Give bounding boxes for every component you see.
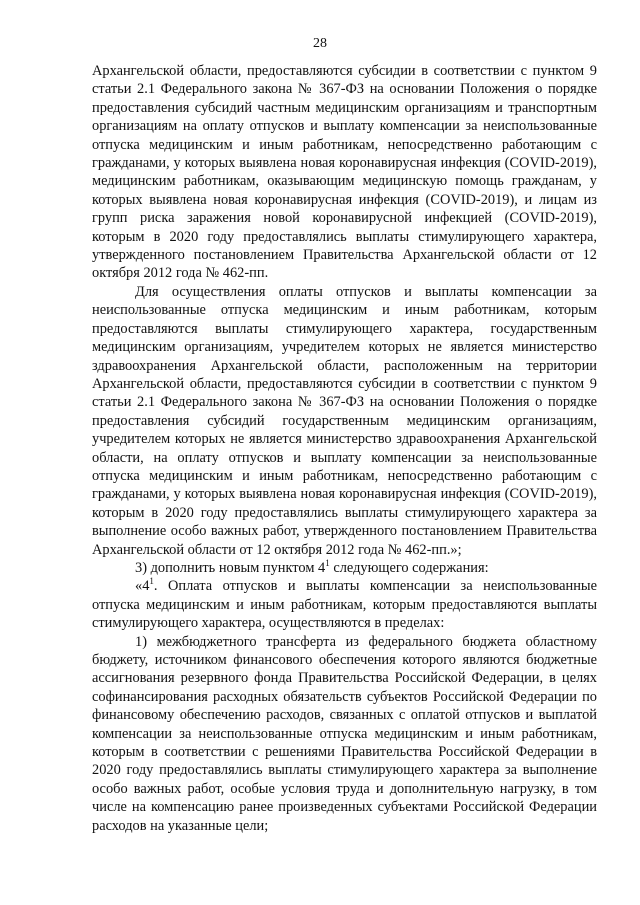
amendment-text-end: следующего содержания:	[329, 559, 489, 576]
point-text: . Оплата отпусков и выплаты компенсации за неиспользованные отпуска медицинским и иным работникам, которым предоставляются выплаты стимулирующего характера, осуществляются в пределах:	[92, 578, 597, 632]
point-number: «4	[135, 578, 150, 595]
paragraph-subpoint-1: 1) межбюджетного трансферта из федерального бюджета областному бюджету, источником финансового обеспечения которого являются бюджетные ассигнования резервного фонда Правительства Российской Федерации, в целях софинансирования расходных обязательств субъектов Российской Федерации по финансовому обеспечению расходов, связанных с оплатой отпусков и выплатой компенсации за неиспользованные отпуска медицинским и иным работникам, которым в соответствии с решениями Правительства Российской Федерации в 2020 году предоставлялись выплаты стимулирующего характера за выполнение особо важных работ, особые условия труда и дополнительную нагрузку, в том числе на компенсацию ранее произведенных субъектами Российской Федерации расходов на указанные цели;	[92, 633, 597, 834]
paragraph-state-organizations: Для осуществления оплаты отпусков и выплаты компенсации за неиспользованные отпуска медицинским и иным работникам, которым предоставляются выплаты стимулирующего характера, государственным медицинским организациям, учредителем которых не является министерство здравоохранения Архангельской области, расположенным на территории Архангельской области, предоставляются субсидии в соответствии с пунктом 9 статьи 2.1 Федерального закона № 367-ФЗ на основании Положения о порядке предоставления субсидий государственным медицинским организациям, учредителем которых не является министерство здравоохранения Архангельской области, на оплату отпусков и выплату компенсации за неиспользованные отпуска медицинским и иным работникам, непосредственно работающим с гражданами, у которых выявлена новая коронавирусная инфекция (COVID-2019), которым в 2020 году предоставлялись выплаты стимулирующего характера за выполнение особо важных работ, утвержденного постановлением Правительства Архангельской области от 12 октября 2012 года № 462-пп.»;	[92, 283, 597, 558]
document-body	[92, 62, 597, 835]
superscript: 1	[325, 558, 330, 569]
page-number: 28	[313, 36, 327, 51]
paragraph-continuation: Архангельской области, предоставляются субсидии в соответствии с пунктом 9 статьи 2.1 Федерального закона № 367-ФЗ на основании Положения о порядке предоставления субсидий частным медицинским организациям и транспортным организациям на оплату отпусков и выплату компенсации за неиспользованные отпуска медицинским и иным работникам, непосредственно работающим с гражданами, у которых выявлена новая коронавирусная инфекция (COVID-2019), медицинским работникам, оказывающим медицинскую помощь гражданам, у которых выявлена новая коронавирусная инфекция (COVID-2019), и лицам из групп риска заражения новой коронавирусной инфекцией (COVID-2019), которым в 2020 году предоставлялись выплаты стимулирующего характера, утвержденного постановлением Правительства Архангельской области от 12 октября 2012 года № 462-пп.	[92, 63, 597, 282]
paragraph-amendment-item-3	[92, 559, 597, 577]
amendment-text-start: 3) дополнить новым пунктом 4	[135, 559, 326, 576]
superscript: 1	[149, 576, 154, 587]
paragraph-point-4-1	[92, 577, 597, 632]
